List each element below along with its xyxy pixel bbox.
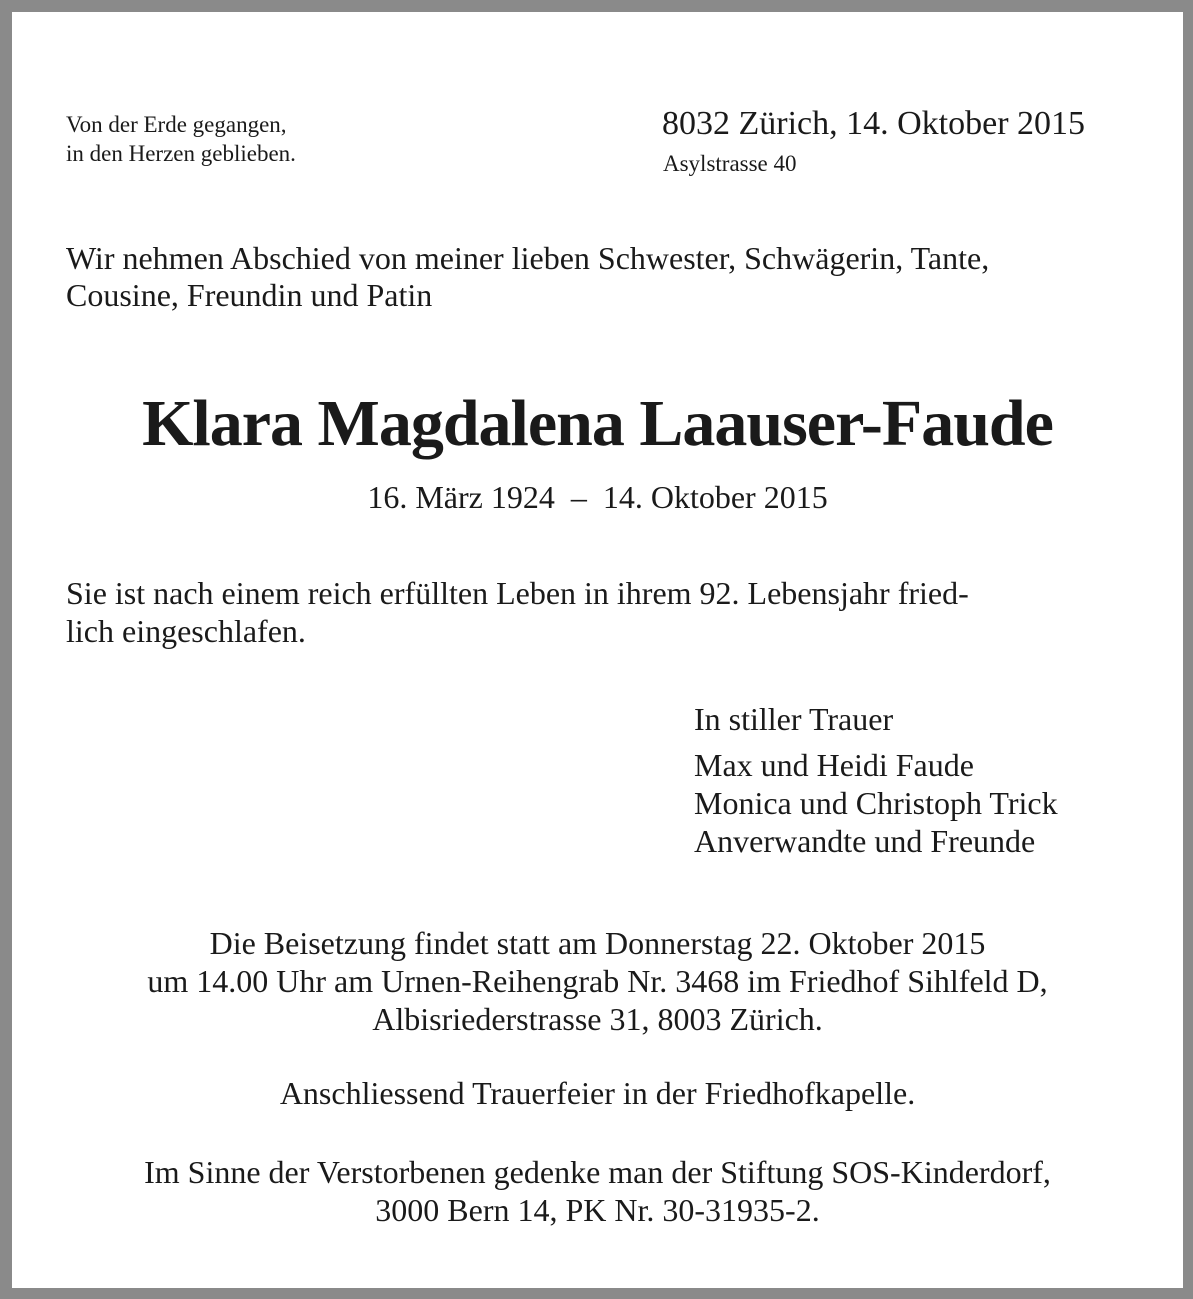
intro-line-1: Wir nehmen Abschied von meiner lieben Schwester, Schwägerin, Tante,	[66, 240, 990, 276]
deceased-name: Klara Magdalena Laauser-Faude	[142, 387, 1053, 460]
motto-line-2: in den Herzen geblieben.	[66, 141, 296, 166]
mourner-item: Monica und Christoph Trick	[694, 785, 1058, 821]
street-address: Asylstrasse 40	[663, 151, 797, 176]
burial-line-3: Albisriederstrasse 31, 8003 Zürich.	[372, 1001, 823, 1037]
obituary-notice	[12, 12, 1183, 1288]
mourner-list	[694, 746, 1058, 860]
burial-line-2: um 14.00 Uhr am Urnen-Reihengrab Nr. 3468 im Friedhof Sihlfeld D,	[147, 963, 1048, 999]
intro-text	[66, 240, 1146, 314]
mourner-item: Max und Heidi Faude	[694, 747, 974, 783]
mourning-heading: In stiller Trauer	[694, 701, 894, 737]
place-date: 8032 Zürich, 14. Oktober 2015	[662, 105, 1086, 142]
motto	[66, 110, 296, 168]
burial-line-1: Die Beisetzung findet statt am Donnerstag 22. Oktober 2015	[209, 925, 986, 961]
donation-info	[12, 1153, 1183, 1229]
life-dates: 16. März 1924 – 14. Oktober 2015	[367, 479, 828, 515]
mourner-item: Anverwandte und Freunde	[694, 823, 1036, 859]
donation-line-2: 3000 Bern 14, PK Nr. 30-31935-2.	[375, 1192, 820, 1228]
intro-line-2: Cousine, Freundin und Patin	[66, 277, 433, 313]
burial-info	[12, 924, 1183, 1038]
motto-line-1: Von der Erde gegangen,	[66, 112, 287, 137]
donation-line-1: Im Sinne der Verstorbenen gedenke man der Stiftung SOS-Kinderdorf,	[144, 1154, 1051, 1190]
life-text	[66, 574, 1146, 650]
ceremony-info: Anschliessend Trauerfeier in der Friedhofkapelle.	[279, 1075, 916, 1111]
life-text-line-1: Sie ist nach einem reich erfüllten Leben in ihrem 92. Lebensjahr fried-	[66, 575, 969, 611]
life-text-line-2: lich eingeschlafen.	[66, 613, 306, 649]
